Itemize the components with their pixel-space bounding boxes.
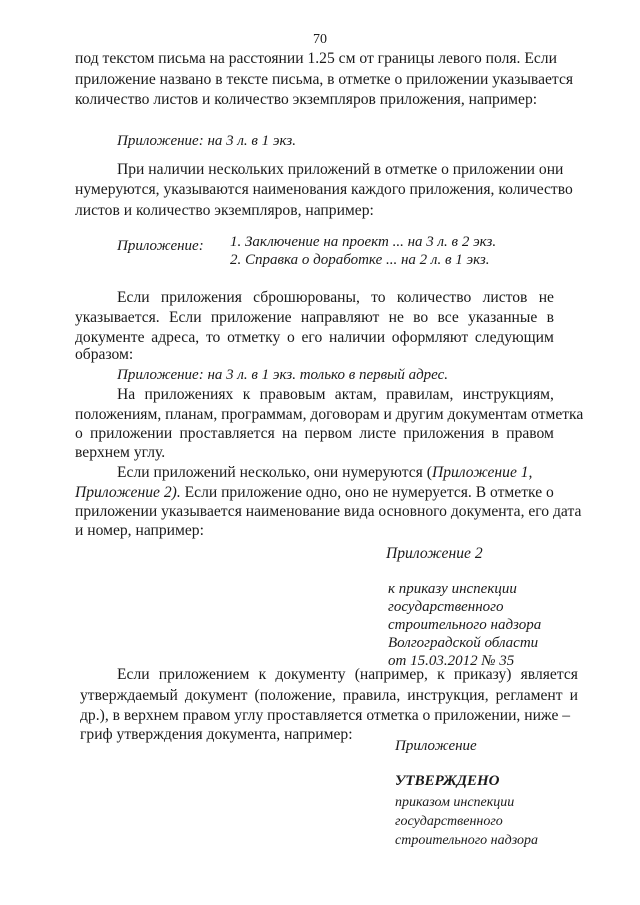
stamp-line: строительного надзора [395, 833, 538, 848]
word: о [75, 425, 83, 442]
word: направляют [300, 309, 380, 326]
word: приложение [210, 309, 292, 326]
word: правовым [259, 386, 326, 403]
justified-line [75, 425, 554, 443]
word: указанные [468, 309, 538, 326]
word: то [205, 329, 221, 346]
word: все [437, 309, 459, 326]
paragraph-line: под текстом письма на расстоянии 1.25 см от границы левого поля. Если [75, 50, 557, 67]
paragraph-line [75, 484, 554, 502]
stamp-line: к приказу инспекции [388, 581, 517, 597]
justified-line [75, 329, 554, 347]
text-run: Если приложений несколько, они нумеруются ( [117, 464, 432, 481]
attachment-example: Приложение: на 3 л. в 1 экз. только в первый адрес. [117, 367, 449, 383]
word: о [286, 329, 295, 346]
paragraph-line: При наличии нескольких приложений в отметке о приложении они [117, 161, 564, 178]
word: наличии [328, 329, 386, 346]
word: Если [117, 289, 150, 306]
word: приложении [90, 425, 173, 442]
paragraph-line: и номер, например: [75, 522, 204, 539]
word: то [371, 289, 386, 306]
word: (например, [354, 666, 428, 683]
attachment-list-item: 2. Справка о доработке ... на 2 л. в 1 экз. [230, 252, 490, 268]
word: документе [75, 329, 145, 346]
attachment-label: Приложение: [117, 238, 204, 254]
paragraph-line [117, 464, 532, 482]
word: правила, [342, 687, 401, 704]
word: документ [184, 687, 248, 704]
word: актам, [334, 386, 377, 403]
paragraph-line: др.), в верхнем правом углу проставляется отметка о приложении, ниже – [80, 707, 571, 724]
stamp-line: от 15.03.2012 № 35 [388, 653, 515, 669]
word: его [301, 329, 323, 346]
attachment-list-item: 1. Заключение на проект ... на 3 л. в 2 экз. [230, 234, 497, 250]
word: не [388, 309, 404, 326]
paragraph-line: количество листов и количество экземпляров приложения, например: [75, 91, 538, 108]
word: листе [359, 425, 397, 442]
page-number: 70 [313, 32, 327, 47]
word: На [117, 386, 136, 403]
justified-line [75, 309, 554, 327]
word: Если [117, 666, 150, 683]
stamp-line: Волгоградской области [388, 635, 539, 651]
attachment-example: Приложение: на 3 л. в 1 экз. [117, 133, 296, 149]
word: количество [396, 289, 472, 306]
stamp-line: государственного [388, 599, 504, 615]
paragraph-line: приложение названо в тексте письма, в отметке о приложении указывается [75, 71, 574, 88]
word: правом [506, 425, 554, 442]
paragraph-line: приложении указывается наименование вида основного документа, его дата [75, 503, 582, 520]
word: утверждаемый [80, 687, 178, 704]
word: следующим [474, 329, 554, 346]
word: первом [304, 425, 353, 442]
paragraph-line: положениям, планам, программам, договорам и другим документам отметка [75, 406, 584, 423]
stamp-line: строительного надзора [388, 617, 542, 633]
paragraph-line: нумеруются, указываются наименования каждого приложения, количество [75, 181, 573, 198]
justified-line [80, 687, 578, 705]
word: приложения [403, 425, 485, 442]
justified-line [117, 289, 554, 307]
justified-line [117, 666, 578, 684]
word: является [520, 666, 578, 683]
text-run: Если приложение одно, оно не нумеруется. В отметке о [180, 484, 554, 501]
word: приказу) [453, 666, 512, 683]
word: инструкция, [407, 687, 489, 704]
word: оформляют [391, 329, 469, 346]
word: отметку [227, 329, 281, 346]
stamp-line: государственного [395, 814, 503, 829]
word: документу [275, 666, 346, 683]
word: Если [168, 309, 202, 326]
word: приложением [158, 666, 250, 683]
paragraph-line: гриф утверждения документа, например: [80, 726, 353, 743]
word: листов [482, 289, 528, 306]
word: приложениях [144, 386, 234, 403]
italic-run: Приложение 1, [431, 464, 533, 481]
approval-grif: УТВЕРЖДЕНО [395, 773, 500, 789]
justified-line [117, 386, 554, 404]
word: приложения [160, 289, 242, 306]
word: (положение, [254, 687, 336, 704]
word: к [258, 666, 267, 683]
stamp-line: приказом инспекции [395, 795, 515, 810]
word: на [281, 425, 298, 442]
word: инструкциям, [462, 386, 554, 403]
word: и [569, 687, 578, 704]
word: правилам, [386, 386, 454, 403]
paragraph-line: верхнем углу. [75, 444, 166, 461]
word: указывается. [75, 309, 160, 326]
word: проставляется [179, 425, 275, 442]
word: в [546, 309, 554, 326]
attachment-stamp-title: Приложение 2 [386, 545, 483, 562]
paragraph-line: листов и количество экземпляров, например: [75, 202, 374, 219]
word: в [491, 425, 500, 442]
paragraph-line: образом: [75, 346, 134, 363]
word: не [538, 289, 554, 306]
word: адреса, [151, 329, 200, 346]
italic-run: Приложение 2). [75, 484, 181, 501]
word: во [413, 309, 429, 326]
word: сброшюрованы, [253, 289, 360, 306]
word: регламент [495, 687, 563, 704]
word: к [242, 386, 251, 403]
word: к [437, 666, 445, 683]
attachment-stamp-title: Приложение [395, 738, 477, 754]
